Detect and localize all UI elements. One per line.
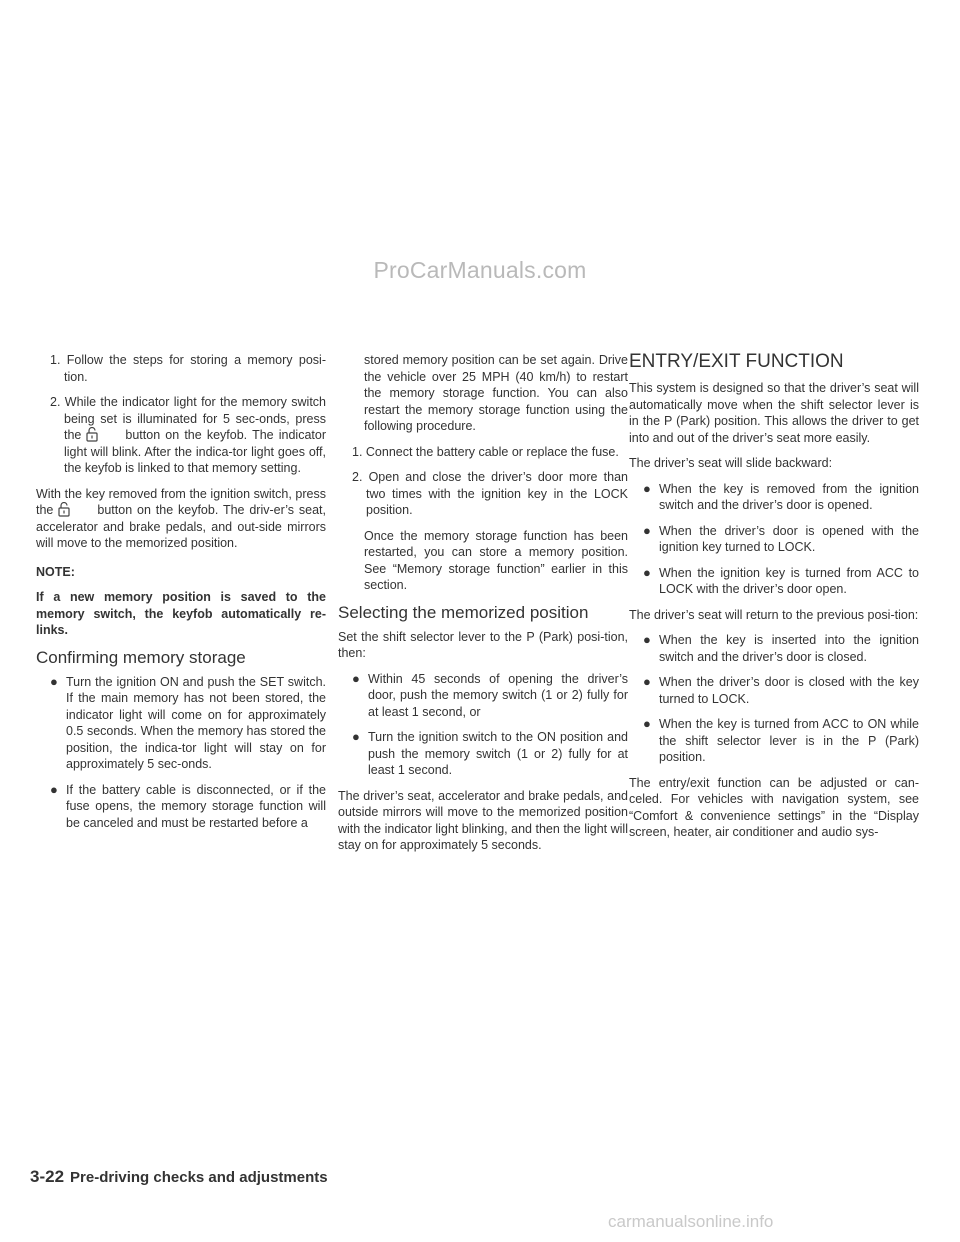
bullet-icon: ●: [643, 674, 651, 689]
list-item: [36, 674, 326, 773]
note-text: If a new memory position is saved to the memory switch, the keyfob automatically re-links.: [36, 590, 326, 637]
keyfob-paragraph: [36, 486, 326, 552]
step-2: [50, 394, 326, 477]
intro-text: Set the shift selector lever to the P (Park) posi-tion, then:: [338, 629, 628, 660]
list-item: [629, 674, 919, 707]
list-item: [629, 565, 919, 598]
result-paragraph: The driver’s seat, accelerator and brake pedals, and outside mirrors will move to the memorized position with the indicator light blinking, and then the light will stay on for approximately 5 seconds.: [338, 788, 628, 852]
bullet-icon: ●: [352, 670, 360, 686]
keyfob-paragraph-a: With the key removed from the ignition switch, press the: [36, 486, 326, 517]
list-item-text: When the key is inserted into the ignition switch and the driver’s door is closed.: [659, 633, 919, 664]
list-item: [338, 671, 628, 721]
list-item: [629, 632, 919, 665]
slide-backward-text: The driver’s seat will slide backward:: [629, 456, 833, 470]
list-item-text: Turn the ignition switch to the ON position and push the memory switch (1 or 2) fully for at least 1 second.: [368, 730, 628, 777]
page-number: 3-22: [30, 1167, 65, 1186]
list-item-text: When the key is turned from ACC to ON while the shift selector lever is in the P (Park) position.: [659, 717, 919, 764]
list-item-text: When the ignition key is turned from ACC to LOCK with the driver’s door open.: [659, 565, 919, 596]
heading-entry-exit-function: ENTRY/EXIT FUNCTION: [629, 351, 844, 372]
list-item: [338, 729, 628, 779]
bullet-icon: ●: [643, 632, 651, 647]
bullet-icon: ●: [643, 564, 651, 580]
bullet-icon: ●: [643, 522, 651, 538]
step-1: 1. Follow the steps for storing a memory posi-tion.: [50, 353, 326, 384]
step-2-text-a: 2. While the indicator light for the memory switch being set is illuminated for 5 sec-onds, press the: [50, 395, 326, 442]
intro-text: This system is designed so that the driver’s seat will automatically move when the shift selector lever is in the P (Park) position. This allows the driver to get into and out of the driver’s seat more easily.: [629, 381, 919, 445]
step-2: 2. Open and close the driver’s door more than two times with the ignition key in the LOCK position.: [352, 470, 628, 517]
column-1: [36, 352, 326, 840]
bullet-icon: ●: [50, 781, 58, 797]
list-item: [629, 523, 919, 556]
heading-selecting-memorized-position: Selecting the memorized position: [338, 602, 589, 622]
page-footer: [30, 1167, 328, 1187]
column-2: [338, 352, 628, 863]
step-1: 1. Connect the battery cable or replace the fuse.: [352, 444, 619, 459]
section-title: Pre-driving checks and adjustments: [70, 1169, 328, 1186]
heading-confirming-memory-storage: Confirming memory storage: [36, 647, 246, 667]
list-item-text: When the driver’s door is opened with the ignition key turned to LOCK.: [659, 523, 919, 554]
list-item: [36, 782, 326, 832]
bullet-icon: ●: [352, 729, 360, 744]
continued-text: stored memory position can be set again. Drive the vehicle over 25 MPH (40 km/h) to restart the memory storage function. You can also restart the memory storage function using the following procedure.: [364, 353, 628, 433]
watermark-procarmanuals: ProCarManuals.com: [373, 257, 587, 283]
keyfob-unlock-icon: [57, 502, 71, 517]
step-2-note: Once the memory storage function has been restarted, you can store a memory position. See “Memory storage function” earlier in this section.: [364, 528, 628, 592]
watermark-carmanualsonline: carmanualsonline.info: [608, 1212, 774, 1231]
note-label: NOTE:: [36, 564, 75, 579]
return-text: The driver’s seat will return to the previous posi-tion:: [629, 607, 919, 622]
list-item-text: When the key is removed from the ignition switch and the driver’s door is opened.: [659, 481, 919, 512]
list-item: [629, 481, 919, 514]
bullet-icon: ●: [643, 716, 651, 731]
step-2-text-b: button on the keyfob. The indicator light will blink. After the indica-tor light goes off, the keyfob is linked to that memory setting.: [64, 428, 326, 475]
keyfob-unlock-icon: [85, 427, 99, 442]
list-item-text: When the driver’s door is closed with the key turned to LOCK.: [659, 675, 919, 706]
list-item-text: Turn the ignition ON and push the SET switch. If the main memory has not been stored, the indicator light will come on for approximately 0.5 seconds. When the memory has stored the position, the indica-tor light will stay on for approximately 5 sec-onds.: [66, 674, 326, 771]
bullet-icon: ●: [643, 480, 651, 496]
list-item-text: If the battery cable is disconnected, or if the fuse opens, the memory storage function will be canceled and must be restarted before a: [66, 782, 326, 830]
column-3: [629, 352, 919, 850]
bullet-icon: ●: [50, 673, 58, 689]
keyfob-paragraph-b: button on the keyfob. The driv-er’s seat, accelerator and brake pedals, and out-side mirrors will move to the memorized position.: [36, 503, 326, 550]
list-item-text: Within 45 seconds of opening the driver’s door, push the memory switch (1 or 2) fully for at least 1 second, or: [368, 671, 628, 719]
list-item: [629, 716, 919, 766]
final-paragraph: The entry/exit function can be adjusted or can-celed. For vehicles with navigation system, see “Comfort & convenience settings” in the “Display screen, heater, air conditioner and audio sys-: [629, 775, 919, 839]
